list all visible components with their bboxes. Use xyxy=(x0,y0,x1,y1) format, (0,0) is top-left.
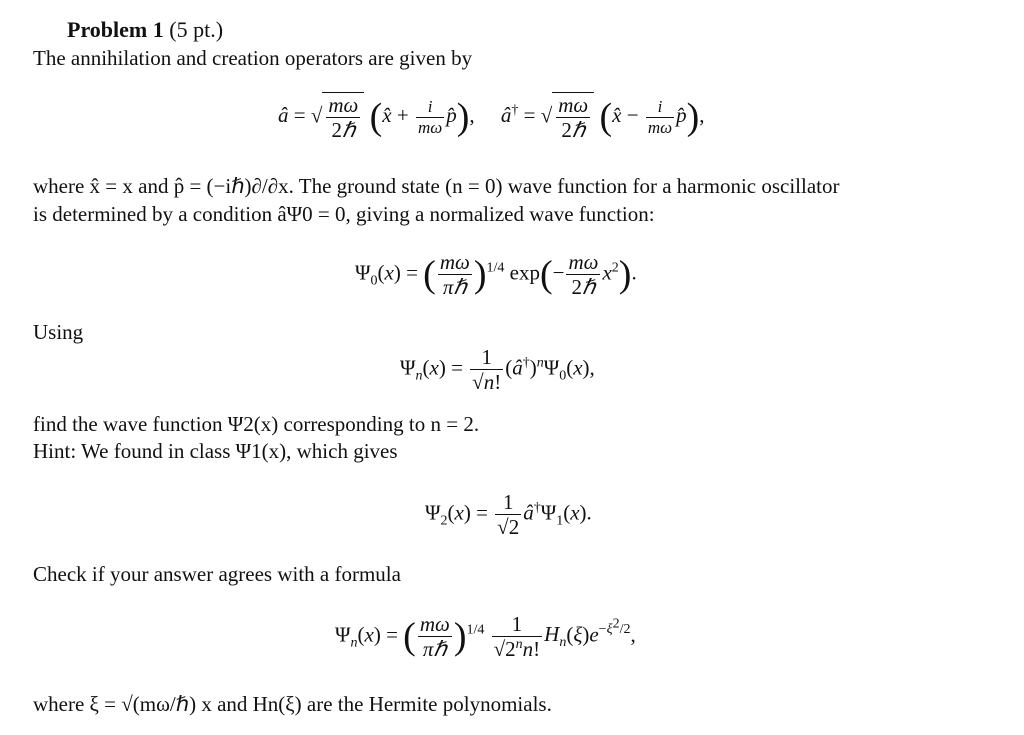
intro-text: The annihilation and creation operators are given by xyxy=(33,46,473,70)
using-text: Using xyxy=(33,320,84,344)
where-line-1: where x̂ = x and p̂ = (−iℏ)∂/∂x. The ground state (n = 0) wave function for a harmonic oscillator xyxy=(33,174,840,198)
problem-title xyxy=(67,17,223,43)
final-line: where ξ = √(mω/ℏ) x and Hn(ξ) are the Hermite polynomials. xyxy=(33,692,552,716)
equation-formula: $\Psi_n(x)$ = ( $\frac{m\omega}{\text{πℏ}}$ )$^{1/4}$ $\frac{1}{√2^nn!}$ $H_n(\xi)e^{-\xi^2/2}$, xyxy=(335,612,636,662)
problem-heading: Problem 1 xyxy=(67,17,164,42)
hint-line: Hint: We found in class Ψ1(x), which gives xyxy=(33,439,398,463)
equation-ground-state: $\Psi_0(x)$ = ( $\frac{m\omega}{\text{πℏ}}$ )$^{1/4}$ exp(− $\frac{m\omega}{\text{2ℏ}}$ $x^2$). xyxy=(355,250,637,300)
equation-psi-n: $\Psi_n(x)$ = $\frac{1}{√n!}$ $(â^\dagger)^n\Psi_0(x)$, xyxy=(400,345,595,395)
check-line: Check if your answer agrees with a formula xyxy=(33,562,401,586)
problem-points: (5 pt.) xyxy=(169,17,224,42)
equation-operators: â = √ $\frac{m\omega}{\text{2ℏ}}$ (x̂ + $\frac{i}{m\omega}$ p̂), â† = √ $\frac{m\omega}{\text{2ℏ}}$ (x̂ − $\frac{i}{m\omega}$ p̂), xyxy=(278,93,705,143)
equation-psi-2: $\Psi_2(x)$ = $\frac{1}{√2}$ $â^\dagger\Psi_1(x)$. xyxy=(425,490,592,540)
find-line: find the wave function Ψ2(x) corresponding to n = 2. xyxy=(33,412,480,436)
where-line-2: is determined by a condition âΨ0 = 0, giving a normalized wave function: xyxy=(33,202,655,226)
